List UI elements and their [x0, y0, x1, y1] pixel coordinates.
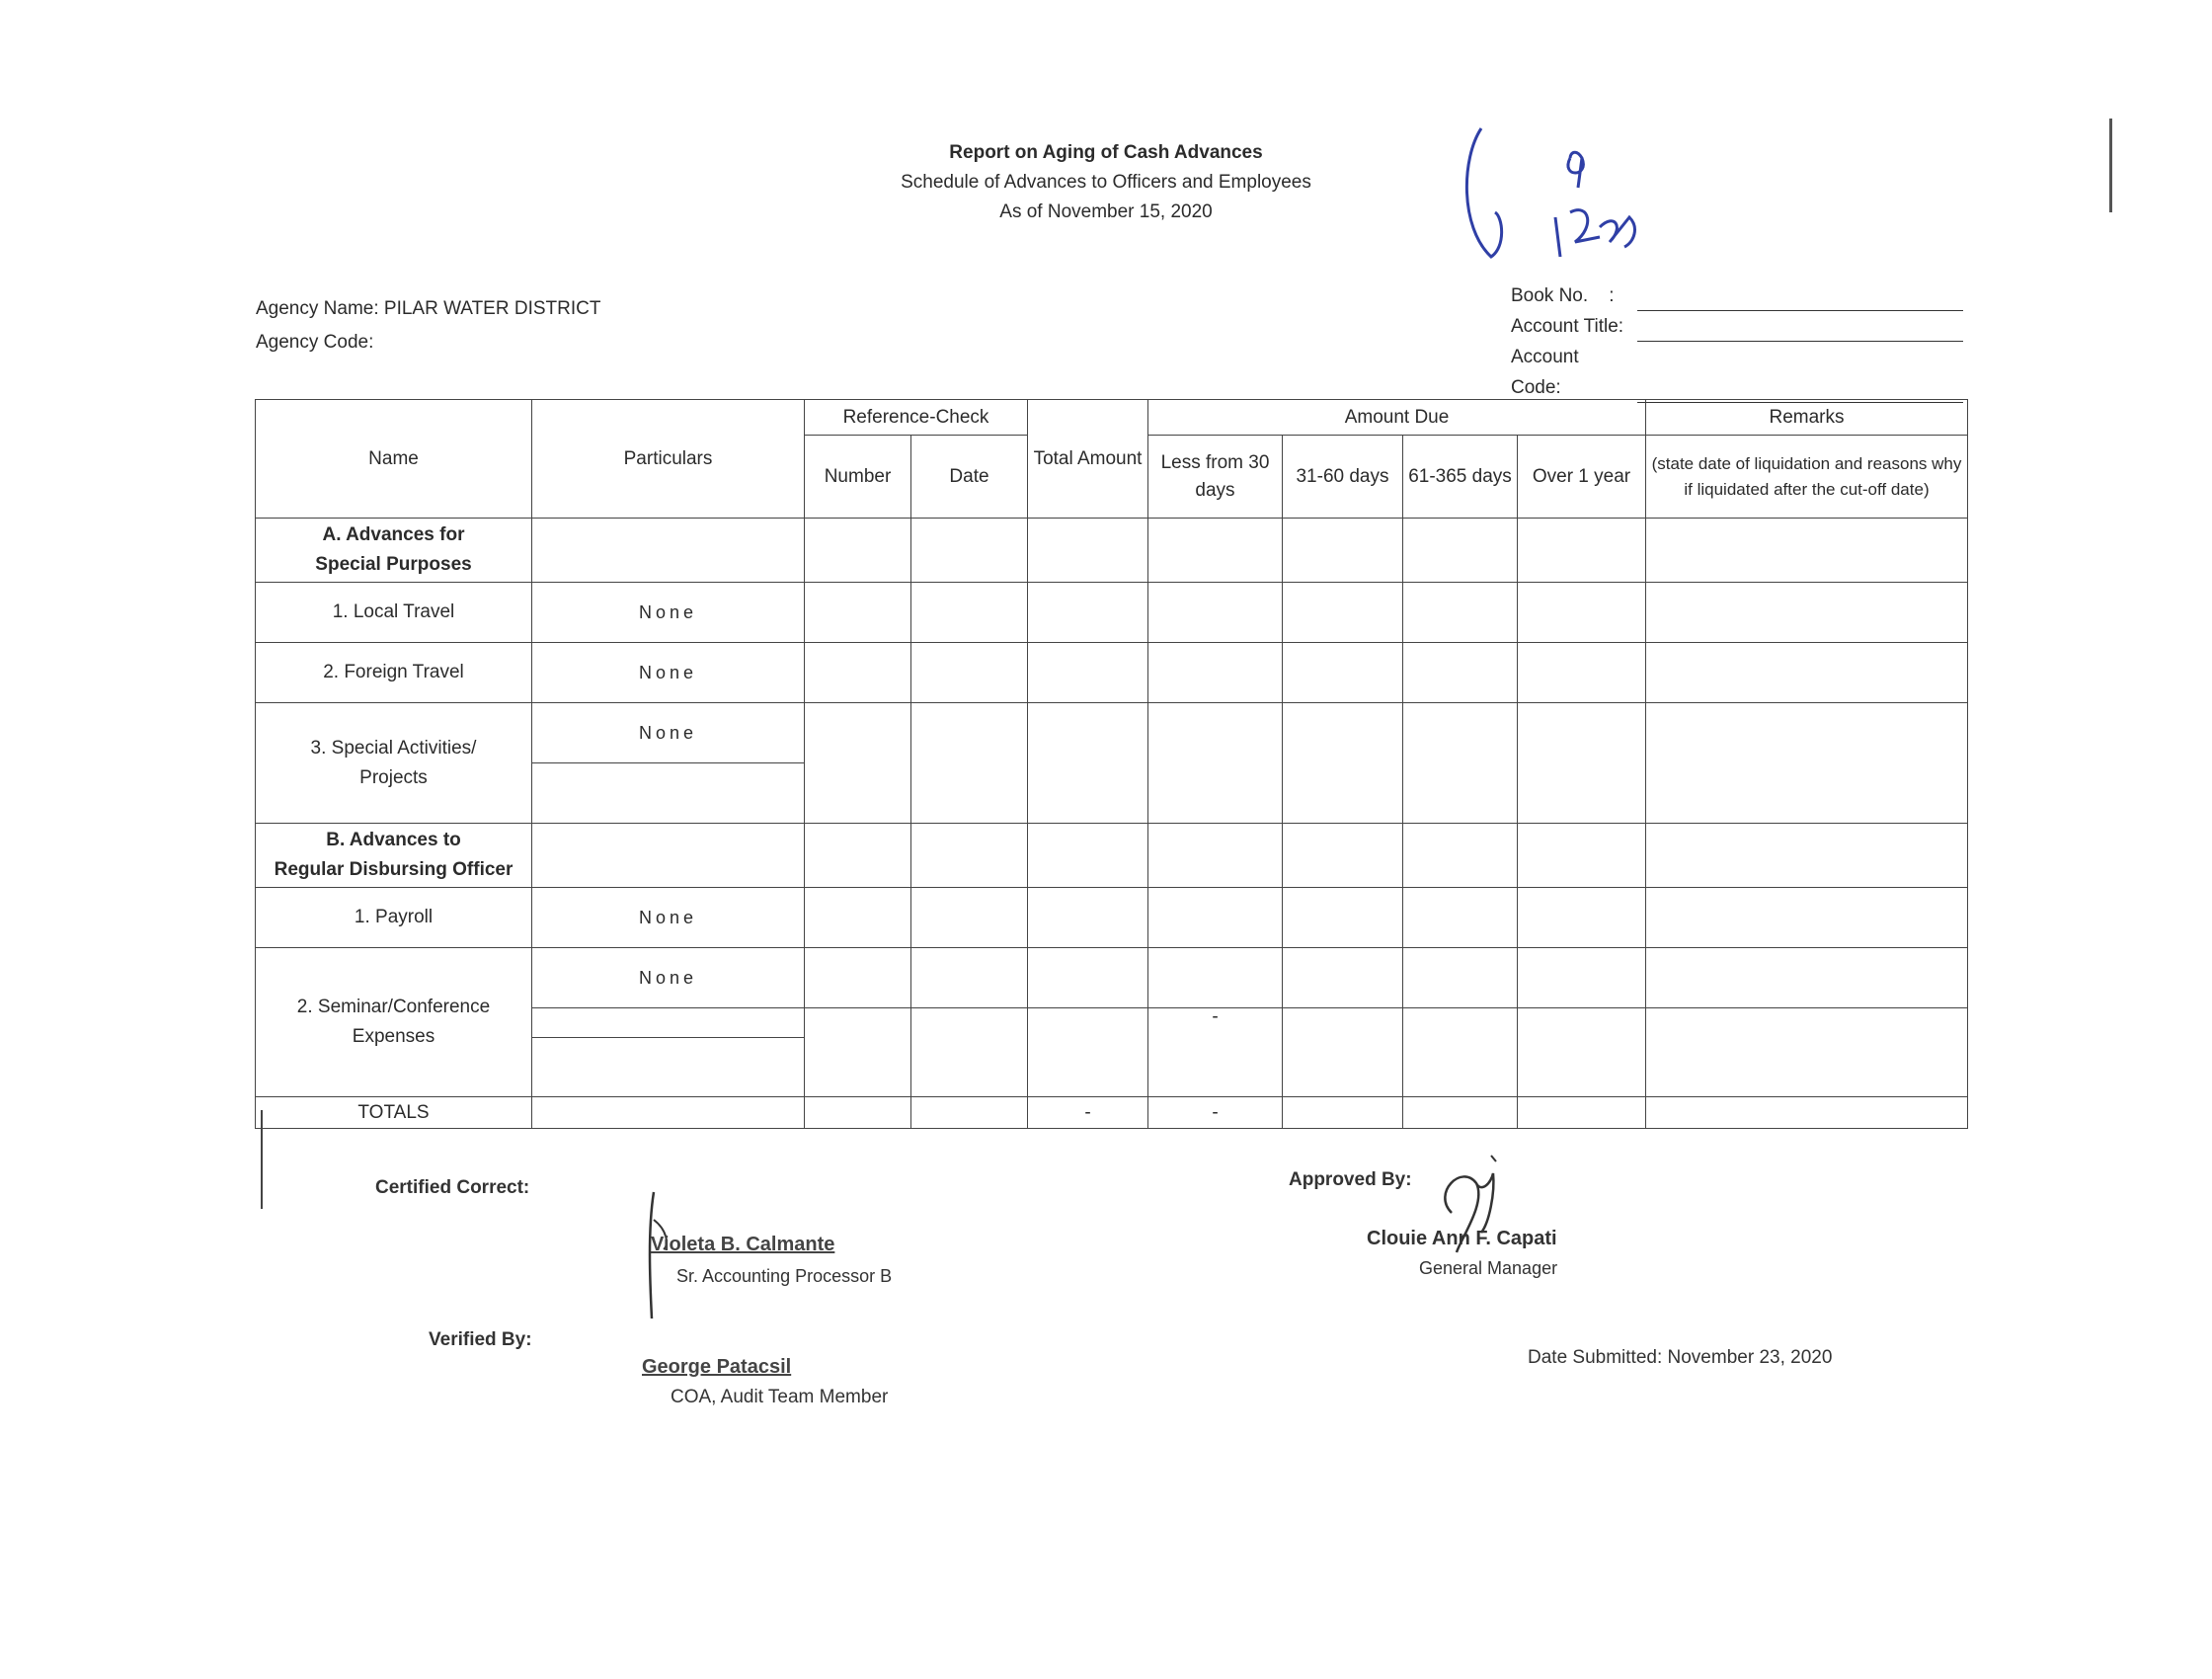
table-row	[256, 583, 1968, 643]
date-submitted: Date Submitted: November 23, 2020	[1528, 1347, 1833, 1368]
totals-less-30: -	[1148, 1097, 1283, 1129]
col-particulars: Particulars	[532, 400, 805, 519]
col-reference-check: Reference-Check	[805, 400, 1028, 436]
col-61-365: 61-365 days	[1403, 436, 1518, 519]
totals-label: TOTALS	[256, 1097, 532, 1129]
particulars-value: None	[532, 888, 805, 948]
certified-position: Sr. Accounting Processor B	[676, 1266, 893, 1286]
totals-total-amount: -	[1028, 1097, 1148, 1129]
col-less-30: Less from 30 days	[1148, 436, 1283, 519]
row-seminar-expenses: 2. Seminar/Conference Expenses	[256, 948, 532, 1097]
account-title-label: Account Title:	[1511, 316, 1624, 337]
signature-stroke	[642, 1190, 681, 1323]
row-special-activities: 3. Special Activities/ Projects	[256, 703, 532, 824]
certified-label: Certified Correct:	[375, 1177, 530, 1198]
agency-code: Agency Code:	[256, 332, 374, 353]
totals-row	[256, 1097, 1968, 1129]
account-code-label: Account Code:	[1511, 347, 1579, 398]
particulars-value: None	[532, 583, 805, 643]
section-a-title: A. Advances for Special Purposes	[256, 519, 532, 583]
book-no-line	[1637, 288, 1963, 311]
particulars-value: None	[532, 703, 805, 763]
col-number: Number	[805, 436, 911, 519]
col-amount-due: Amount Due	[1148, 400, 1646, 436]
dash-mark: -	[1148, 1008, 1283, 1097]
scan-mark	[2109, 119, 2112, 212]
aging-table	[255, 399, 1968, 1129]
table-row	[256, 519, 1968, 583]
col-name: Name	[256, 400, 532, 519]
col-remarks-note: (state date of liquidation and reasons why if liquidated after the cut-off date)	[1646, 436, 1968, 519]
col-remarks: Remarks	[1646, 400, 1968, 436]
verified-label: Verified By:	[429, 1329, 532, 1350]
table-row	[256, 703, 1968, 763]
table-row	[256, 888, 1968, 948]
approved-name: Clouie Ann F. Capati	[1367, 1228, 1557, 1249]
report-date: As of November 15, 2020	[999, 201, 1213, 222]
approved-position: General Manager	[1419, 1258, 1558, 1278]
handwritten-note: 9/ 17/20	[1452, 106, 1509, 122]
agency-name: Agency Name: PILAR WATER DISTRICT	[256, 298, 601, 319]
particulars-value: None	[532, 643, 805, 703]
table-row	[256, 643, 1968, 703]
left-margin-line	[261, 1110, 263, 1209]
approved-label: Approved By:	[1289, 1169, 1412, 1190]
col-date: Date	[911, 436, 1028, 519]
section-b-title: B. Advances to Regular Disbursing Officer	[256, 824, 532, 888]
verified-name: George Patacsil	[642, 1356, 792, 1378]
col-over-1yr: Over 1 year	[1518, 436, 1646, 519]
account-title-line	[1637, 319, 1963, 342]
certified-name: Violeta B. Calmante	[651, 1234, 835, 1255]
verified-position: COA, Audit Team Member	[671, 1387, 889, 1407]
table-row	[256, 824, 1968, 888]
col-31-60: 31-60 days	[1283, 436, 1403, 519]
handwritten-initials	[1452, 106, 1659, 267]
row-local-travel: 1. Local Travel	[256, 583, 532, 643]
col-total-amount: Total Amount	[1028, 400, 1148, 519]
report-subtitle: Schedule of Advances to Officers and Employees	[901, 172, 1311, 193]
row-payroll: 1. Payroll	[256, 888, 532, 948]
report-title: Report on Aging of Cash Advances	[949, 142, 1263, 163]
row-foreign-travel: 2. Foreign Travel	[256, 643, 532, 703]
book-no-label: Book No. :	[1511, 285, 1615, 306]
book-block	[1511, 280, 1963, 403]
particulars-value: None	[532, 948, 805, 1008]
agency-block	[256, 292, 600, 360]
table-row	[256, 948, 1968, 1008]
report-header	[0, 138, 2212, 227]
